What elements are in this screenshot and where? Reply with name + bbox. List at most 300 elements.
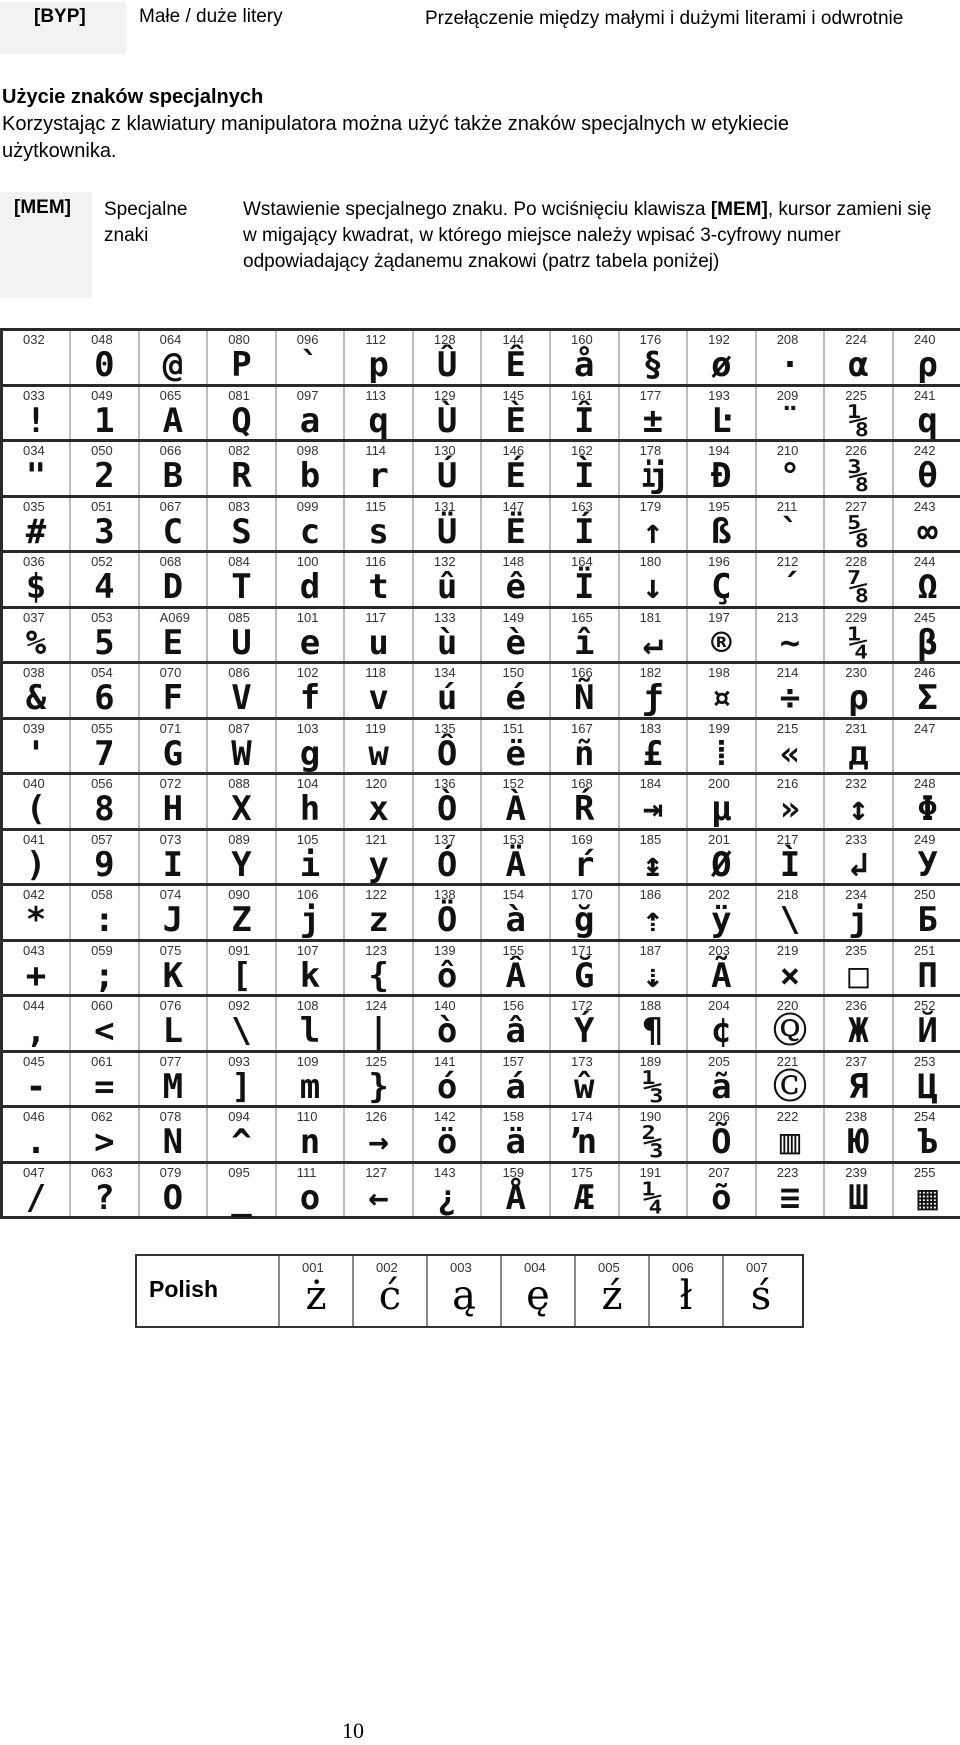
char-glyph: × bbox=[779, 955, 801, 996]
char-glyph: y bbox=[368, 844, 389, 885]
char-glyph: { bbox=[368, 955, 389, 996]
char-cell bbox=[413, 330, 482, 386]
char-code: 218 bbox=[776, 887, 799, 902]
char-glyph: B bbox=[162, 456, 184, 496]
char-glyph: 7 bbox=[94, 733, 115, 774]
char-code: 134 bbox=[433, 665, 456, 680]
char-cell bbox=[619, 885, 688, 941]
char-code: 245 bbox=[913, 609, 936, 625]
char-glyph: ? bbox=[94, 1177, 115, 1218]
char-cell bbox=[70, 1051, 139, 1107]
char-code: 146 bbox=[502, 443, 525, 458]
char-glyph: U bbox=[231, 622, 252, 663]
char-code: 083 bbox=[228, 498, 250, 514]
char-cell bbox=[824, 996, 893, 1052]
char-code: 179 bbox=[639, 498, 662, 514]
char-glyph: ƒ bbox=[642, 678, 664, 718]
char-code: 053 bbox=[91, 609, 113, 625]
char-cell bbox=[550, 441, 619, 497]
char-glyph: E bbox=[162, 622, 184, 663]
byp-row bbox=[0, 0, 960, 56]
polish-code: 005 bbox=[598, 1260, 620, 1275]
char-cell bbox=[139, 940, 208, 996]
char-cell bbox=[619, 552, 688, 608]
char-glyph: î bbox=[574, 622, 595, 663]
polish-code: 001 bbox=[302, 1260, 324, 1275]
char-glyph: ¼ bbox=[642, 1177, 664, 1218]
char-glyph: θ bbox=[917, 456, 938, 496]
char-glyph: W bbox=[231, 733, 252, 774]
char-glyph: ĳ bbox=[642, 456, 664, 496]
char-code: 177 bbox=[639, 387, 662, 403]
char-glyph: ¿ bbox=[436, 1177, 458, 1218]
char-glyph: ↨ bbox=[642, 844, 664, 885]
char-cell bbox=[893, 1107, 960, 1163]
char-glyph: s bbox=[368, 511, 389, 552]
char-glyph: Å bbox=[505, 1177, 526, 1218]
char-code: 188 bbox=[639, 998, 662, 1013]
char-cell bbox=[276, 1162, 345, 1218]
char-code: 114 bbox=[365, 443, 387, 458]
char-cell bbox=[139, 441, 208, 497]
char-cell bbox=[70, 330, 139, 386]
char-glyph: » bbox=[779, 789, 801, 829]
char-cell bbox=[207, 552, 276, 608]
char-glyph: β bbox=[917, 622, 938, 663]
char-row bbox=[2, 496, 960, 552]
char-code: 062 bbox=[91, 1109, 113, 1124]
char-glyph: À bbox=[505, 789, 526, 829]
char-cell bbox=[481, 1162, 550, 1218]
char-cell bbox=[550, 663, 619, 719]
char-glyph: < bbox=[94, 1011, 115, 1051]
char-cell bbox=[824, 330, 893, 386]
char-cell bbox=[139, 885, 208, 941]
char-glyph: ò bbox=[436, 1011, 458, 1051]
char-cell bbox=[413, 940, 482, 996]
char-glyph: Ж bbox=[848, 1011, 869, 1051]
char-code: 046 bbox=[23, 1109, 45, 1124]
char-code: 074 bbox=[159, 887, 182, 902]
char-code: 043 bbox=[23, 942, 45, 958]
char-code: 219 bbox=[776, 942, 799, 958]
char-glyph: ⅔ bbox=[642, 1122, 664, 1162]
char-code: 051 bbox=[91, 498, 113, 514]
char-cell bbox=[619, 330, 688, 386]
char-glyph: ´ bbox=[779, 567, 801, 607]
char-cell bbox=[893, 1162, 960, 1218]
char-cell bbox=[344, 885, 413, 941]
char-cell bbox=[413, 718, 482, 774]
char-code: 230 bbox=[845, 665, 867, 680]
char-glyph: Ï bbox=[574, 567, 595, 607]
char-cell bbox=[139, 330, 208, 386]
char-cell bbox=[893, 940, 960, 996]
char-cell bbox=[139, 1051, 208, 1107]
char-cell bbox=[2, 496, 71, 552]
char-cell bbox=[207, 885, 276, 941]
char-code: 116 bbox=[365, 554, 387, 569]
char-cell bbox=[550, 552, 619, 608]
char-cell bbox=[893, 774, 960, 830]
char-glyph: ° bbox=[779, 456, 801, 496]
char-glyph: α bbox=[848, 345, 869, 385]
char-code: 122 bbox=[365, 887, 388, 902]
char-code: 060 bbox=[91, 998, 113, 1013]
char-glyph: ] bbox=[231, 1066, 252, 1107]
char-code: 087 bbox=[228, 720, 250, 736]
char-glyph: S bbox=[231, 511, 252, 552]
char-cell bbox=[70, 1162, 139, 1218]
char-cell bbox=[139, 496, 208, 552]
char-glyph: ê bbox=[505, 567, 526, 607]
char-glyph: ŉ bbox=[574, 1122, 595, 1162]
char-code: 225 bbox=[845, 387, 867, 403]
char-glyph: H bbox=[162, 789, 184, 829]
char-cell bbox=[139, 607, 208, 663]
char-row bbox=[2, 885, 960, 941]
char-code: 199 bbox=[708, 720, 730, 736]
char-row bbox=[2, 385, 960, 441]
char-glyph: ∞ bbox=[917, 511, 938, 552]
char-code: 131 bbox=[433, 498, 456, 514]
char-glyph: ® bbox=[711, 622, 732, 663]
char-cell bbox=[481, 1107, 550, 1163]
char-cell bbox=[276, 552, 345, 608]
char-cell bbox=[207, 996, 276, 1052]
char-cell bbox=[893, 385, 960, 441]
char-code: 159 bbox=[502, 1164, 525, 1180]
byp-key-name: Małe / duże litery bbox=[139, 6, 283, 27]
char-cell bbox=[893, 718, 960, 774]
char-glyph: , bbox=[25, 1011, 47, 1051]
char-glyph: . bbox=[25, 1122, 47, 1162]
char-code: 108 bbox=[296, 998, 319, 1013]
char-code: 097 bbox=[296, 387, 319, 403]
char-code: 121 bbox=[365, 831, 388, 847]
char-code: 246 bbox=[913, 665, 936, 680]
char-code: 068 bbox=[159, 554, 182, 569]
char-glyph: ⁞ bbox=[711, 733, 732, 774]
char-cell bbox=[139, 774, 208, 830]
char-glyph: 9 bbox=[94, 844, 115, 885]
char-code: 142 bbox=[433, 1109, 456, 1124]
char-code: 231 bbox=[845, 720, 867, 736]
char-cell bbox=[70, 885, 139, 941]
char-code: 154 bbox=[502, 887, 525, 902]
char-code: 038 bbox=[23, 665, 45, 680]
char-code: 047 bbox=[23, 1164, 45, 1180]
char-cell bbox=[550, 385, 619, 441]
char-code: 184 bbox=[639, 776, 662, 791]
char-glyph: ö bbox=[436, 1122, 458, 1162]
char-glyph: j bbox=[299, 900, 321, 940]
char-glyph: ë bbox=[505, 733, 526, 774]
char-code: 163 bbox=[571, 498, 593, 514]
char-glyph: Ш bbox=[848, 1177, 869, 1218]
char-code: 056 bbox=[91, 776, 113, 791]
char-glyph: « bbox=[779, 733, 801, 774]
char-cell bbox=[619, 1107, 688, 1163]
char-code: 127 bbox=[365, 1164, 388, 1180]
char-cell bbox=[687, 940, 756, 996]
char-cell bbox=[413, 1051, 482, 1107]
char-cell bbox=[550, 774, 619, 830]
char-cell bbox=[413, 607, 482, 663]
char-cell bbox=[481, 496, 550, 552]
char-cell bbox=[276, 829, 345, 885]
char-cell bbox=[70, 774, 139, 830]
char-cell bbox=[344, 330, 413, 386]
char-code: 223 bbox=[776, 1164, 799, 1180]
char-code: 036 bbox=[23, 554, 45, 569]
char-cell bbox=[687, 1107, 756, 1163]
char-cell bbox=[413, 829, 482, 885]
char-cell bbox=[207, 1162, 276, 1218]
char-code: 110 bbox=[296, 1109, 318, 1124]
char-glyph: Ğ bbox=[574, 955, 595, 996]
char-cell bbox=[687, 996, 756, 1052]
char-cell bbox=[344, 607, 413, 663]
char-cell bbox=[756, 829, 825, 885]
char-row bbox=[2, 829, 960, 885]
polish-glyph: ł bbox=[679, 1273, 693, 1319]
char-glyph: h bbox=[299, 789, 321, 829]
char-glyph: Q bbox=[231, 400, 252, 441]
char-code: 158 bbox=[502, 1109, 525, 1124]
char-glyph: d bbox=[299, 567, 321, 607]
char-glyph: Ŕ bbox=[574, 789, 595, 829]
char-glyph: ¼ bbox=[848, 622, 869, 663]
char-code: 170 bbox=[571, 887, 593, 902]
char-cell bbox=[207, 718, 276, 774]
char-glyph: ÷ bbox=[779, 678, 801, 718]
char-code: 141 bbox=[433, 1053, 456, 1069]
char-glyph: É bbox=[505, 456, 526, 496]
char-glyph: Ŀ bbox=[711, 400, 732, 441]
char-code: 049 bbox=[91, 387, 113, 403]
char-cell bbox=[481, 774, 550, 830]
char-code: 144 bbox=[502, 332, 525, 347]
char-glyph: r bbox=[368, 456, 389, 496]
char-code: 079 bbox=[159, 1164, 182, 1180]
char-glyph: ¢ bbox=[711, 1011, 732, 1051]
char-code: 042 bbox=[23, 887, 45, 902]
char-code: 149 bbox=[502, 609, 525, 625]
char-row bbox=[2, 441, 960, 497]
char-code: 244 bbox=[913, 554, 936, 569]
polish-cell bbox=[280, 1256, 354, 1326]
char-code: 189 bbox=[639, 1053, 662, 1069]
char-code: 221 bbox=[776, 1053, 799, 1069]
char-cell bbox=[824, 774, 893, 830]
char-glyph: Ó bbox=[436, 844, 458, 885]
char-code: 033 bbox=[23, 387, 45, 403]
char-cell bbox=[824, 885, 893, 941]
char-cell bbox=[481, 718, 550, 774]
char-code: 044 bbox=[23, 998, 45, 1013]
char-code: 183 bbox=[639, 720, 662, 736]
char-cell bbox=[824, 385, 893, 441]
char-glyph: ñ bbox=[574, 733, 595, 774]
char-code: 099 bbox=[296, 498, 319, 514]
char-cell bbox=[550, 885, 619, 941]
char-cell bbox=[481, 829, 550, 885]
section-body: Korzystając z klawiatury manipulatora można użyć także znaków specjalnych w etykiecie użytkownika. bbox=[2, 113, 790, 162]
char-glyph: Æ bbox=[574, 1177, 595, 1218]
char-code: 089 bbox=[228, 831, 250, 847]
char-glyph: § bbox=[642, 345, 664, 385]
char-cell bbox=[619, 829, 688, 885]
mem-key-description bbox=[243, 197, 933, 275]
char-cell bbox=[550, 1107, 619, 1163]
char-cell bbox=[2, 829, 71, 885]
char-code: 126 bbox=[365, 1109, 388, 1124]
char-glyph: Ö bbox=[436, 900, 458, 940]
char-cell bbox=[756, 385, 825, 441]
char-glyph: ğ bbox=[574, 900, 595, 940]
char-glyph: * bbox=[25, 900, 47, 940]
polish-code: 006 bbox=[672, 1260, 694, 1275]
char-cell bbox=[413, 552, 482, 608]
char-code: 139 bbox=[433, 942, 456, 958]
char-glyph: ¶ bbox=[642, 1011, 664, 1051]
char-glyph: V bbox=[231, 678, 252, 718]
char-glyph: n bbox=[299, 1122, 321, 1162]
char-glyph: q bbox=[368, 400, 389, 441]
char-code: 204 bbox=[708, 998, 730, 1013]
char-code: 242 bbox=[913, 443, 936, 458]
char-cell bbox=[824, 496, 893, 552]
char-code: 096 bbox=[296, 332, 319, 347]
char-code: 194 bbox=[708, 443, 730, 458]
char-cell bbox=[550, 496, 619, 552]
char-cell bbox=[276, 940, 345, 996]
char-glyph: Z bbox=[231, 900, 252, 940]
char-glyph: w bbox=[368, 733, 389, 774]
char-glyph: f bbox=[299, 678, 321, 718]
char-glyph: Ê bbox=[505, 345, 526, 385]
char-glyph: Õ bbox=[711, 1122, 732, 1162]
char-code: 185 bbox=[639, 831, 662, 847]
char-glyph: à bbox=[505, 900, 526, 940]
char-code: 064 bbox=[159, 332, 182, 347]
char-glyph: Ω bbox=[917, 567, 938, 607]
char-glyph: Ⓠ bbox=[772, 1011, 807, 1051]
char-glyph: L bbox=[162, 1011, 184, 1051]
char-glyph: + bbox=[25, 955, 47, 996]
char-glyph: ŵ bbox=[574, 1066, 595, 1107]
char-glyph: 8 bbox=[94, 789, 115, 829]
mem-desc-part2: , kursor zamieni się w migający kwadrat, w którego miejsce należy wpisać 3-cyfrowy numer odpowiadający żądanemu znakowi (patrz tabela poniżej) bbox=[243, 199, 932, 272]
char-glyph: | bbox=[368, 1011, 389, 1051]
char-code: 128 bbox=[433, 332, 456, 347]
char-code: 040 bbox=[23, 776, 45, 791]
char-code: 082 bbox=[228, 443, 250, 458]
char-code: 226 bbox=[845, 443, 867, 458]
char-glyph: Ò bbox=[436, 789, 458, 829]
char-code: 035 bbox=[23, 498, 45, 514]
char-glyph: l bbox=[299, 1011, 321, 1051]
char-cell bbox=[550, 829, 619, 885]
char-code: 095 bbox=[228, 1164, 250, 1180]
char-cell bbox=[139, 1107, 208, 1163]
char-glyph: o bbox=[299, 1177, 321, 1218]
char-row bbox=[2, 330, 960, 386]
char-glyph: 3 bbox=[94, 511, 115, 552]
char-glyph: Ъ bbox=[917, 1122, 938, 1162]
char-glyph: ! bbox=[25, 400, 47, 441]
char-code: 174 bbox=[571, 1109, 593, 1124]
char-cell bbox=[824, 552, 893, 608]
char-code: 143 bbox=[433, 1164, 456, 1180]
char-glyph: Ý bbox=[574, 1011, 595, 1051]
char-code: 239 bbox=[845, 1164, 867, 1180]
char-glyph: G bbox=[162, 733, 184, 774]
char-glyph: [ bbox=[231, 955, 252, 996]
char-code: 232 bbox=[845, 776, 867, 791]
char-code: 212 bbox=[776, 554, 799, 569]
char-cell bbox=[413, 496, 482, 552]
char-glyph: Ð bbox=[711, 456, 732, 496]
char-code: 182 bbox=[639, 665, 662, 680]
char-code: 162 bbox=[571, 443, 593, 458]
char-row bbox=[2, 718, 960, 774]
char-code: 109 bbox=[296, 1053, 319, 1069]
char-code: 206 bbox=[708, 1109, 730, 1124]
char-cell bbox=[207, 1051, 276, 1107]
char-cell bbox=[687, 441, 756, 497]
char-glyph: z bbox=[368, 900, 389, 940]
mem-key-code: [MEM] bbox=[0, 192, 92, 298]
char-glyph: g bbox=[299, 733, 321, 774]
polish-code: 003 bbox=[450, 1260, 472, 1275]
char-glyph: ß bbox=[711, 511, 732, 552]
char-cell bbox=[2, 1051, 71, 1107]
char-code: 034 bbox=[23, 443, 45, 458]
char-code: 132 bbox=[433, 554, 456, 569]
char-cell bbox=[2, 718, 71, 774]
char-cell bbox=[70, 496, 139, 552]
char-cell bbox=[139, 385, 208, 441]
char-code: 098 bbox=[296, 443, 319, 458]
char-glyph: % bbox=[25, 622, 47, 663]
char-glyph: i bbox=[299, 844, 321, 885]
char-cell bbox=[824, 607, 893, 663]
char-cell bbox=[481, 885, 550, 941]
char-code: A069 bbox=[159, 609, 190, 625]
char-glyph: : bbox=[94, 900, 115, 940]
char-code: 235 bbox=[845, 942, 867, 958]
char-cell bbox=[824, 441, 893, 497]
char-code: 059 bbox=[91, 942, 113, 958]
char-glyph: O bbox=[162, 1177, 184, 1218]
char-cell bbox=[481, 552, 550, 608]
char-glyph: ρ bbox=[848, 678, 869, 718]
char-code: 138 bbox=[433, 887, 456, 902]
char-code: 063 bbox=[91, 1164, 113, 1180]
char-glyph: å bbox=[574, 345, 595, 385]
char-cell bbox=[2, 552, 71, 608]
char-code: 236 bbox=[845, 998, 867, 1013]
char-code: 124 bbox=[365, 998, 388, 1013]
char-glyph: J bbox=[162, 900, 184, 940]
char-code: 243 bbox=[913, 498, 936, 514]
char-cell bbox=[2, 1162, 71, 1218]
char-glyph: Σ bbox=[917, 678, 938, 718]
char-cell bbox=[70, 552, 139, 608]
char-glyph: ⇡ bbox=[642, 900, 664, 940]
